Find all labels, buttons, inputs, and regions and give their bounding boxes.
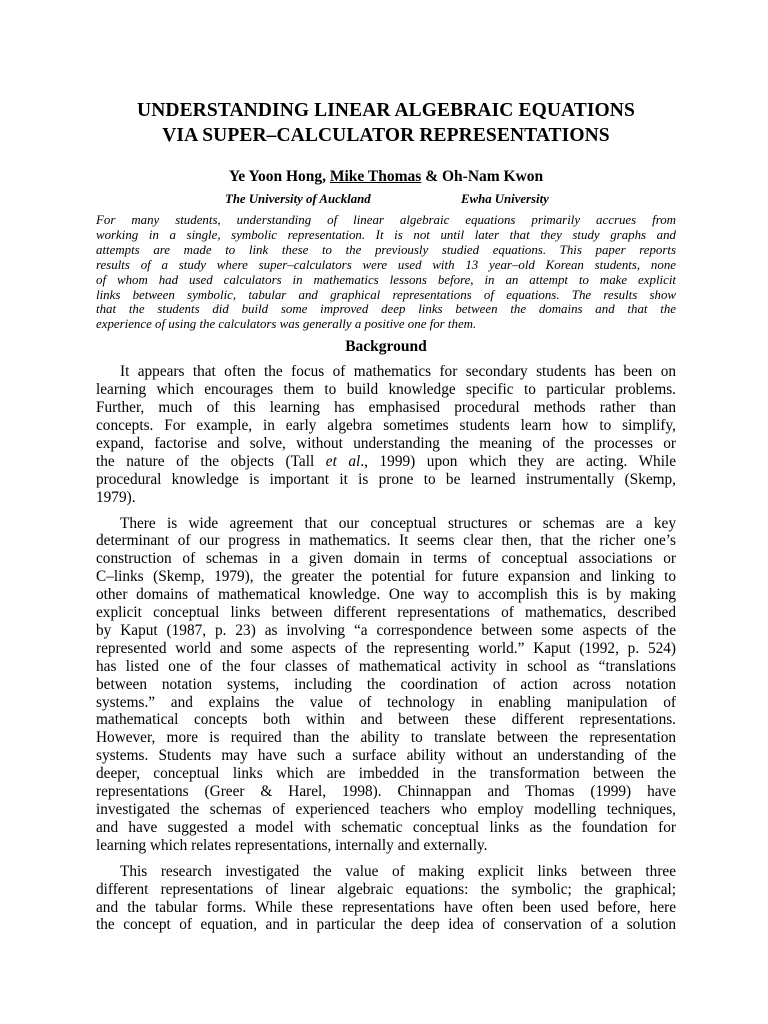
abstract-line: working in a single, symbolic representation. It is not until later that they study graphs and bbox=[96, 227, 676, 242]
author-list bbox=[96, 167, 676, 187]
paragraph-line: learning which encourages them to build knowledge specific to particular problems. bbox=[96, 381, 676, 399]
paper-title bbox=[96, 0, 676, 148]
affiliation: The University of Auckland bbox=[225, 192, 371, 206]
paragraph-line: representations (Greer & Harel, 1998). Chinnappan and Thomas (1999) have bbox=[96, 783, 676, 801]
paragraph-line: different representations of linear algebraic equations: the symbolic; the graphical; bbox=[96, 880, 676, 898]
text-run: ., 1999) upon which they are acting. While bbox=[360, 452, 676, 470]
paragraph-line: represented world and some aspects of the representing world.” Kaput (1992, p. 524) bbox=[96, 639, 676, 657]
abstract-line: experience of using the calculators was generally a positive one for them. bbox=[96, 317, 477, 332]
abstract-line: results of a study where super–calculators were used with 13 year–old Korean students, none bbox=[96, 257, 676, 272]
paragraph-line: and the tabular forms. While these representations have often been used before, here bbox=[96, 898, 676, 916]
body-paragraph bbox=[96, 515, 676, 855]
title-line: UNDERSTANDING LINEAR ALGEBRAIC EQUATIONS bbox=[137, 100, 635, 121]
body-paragraph bbox=[96, 363, 676, 506]
paragraph-line: deeper, conceptual links which are imbedded in the transformation between the bbox=[96, 765, 676, 783]
paragraph-line: Further, much of this learning has emphasised procedural methods rather than bbox=[96, 399, 676, 417]
author-name-underlined: Mike Thomas bbox=[329, 168, 422, 185]
abstract-line: attempts are made to link these to the previously studied equations. This paper reports bbox=[96, 242, 676, 257]
paragraph-line: This research investigated the value of making explicit links between three bbox=[120, 862, 676, 880]
author-name: & Oh-Nam Kwon bbox=[421, 168, 544, 185]
abstract-line: of whom had used calculators in mathematics lessons before, in an attempt to make explicit bbox=[96, 272, 676, 287]
paragraph-line: other domains of mathematical knowledge. One way to accomplish this is by making bbox=[96, 586, 676, 604]
paragraph-line bbox=[96, 453, 676, 471]
paragraph-line: construction of schemas in a given domain in terms of conceptual associations or bbox=[96, 550, 676, 568]
paragraph-line: concepts. For example, in early algebra sometimes students learn how to simplify, bbox=[96, 416, 676, 434]
abstract-line: links between symbolic, tabular and graphical representations of equations. The results show bbox=[96, 287, 676, 302]
text-run: the nature of the objects (Tall bbox=[96, 452, 326, 470]
paragraph-line: systems.” and explains the value of technology in enabling manipulation of bbox=[96, 693, 676, 711]
paragraph-line: C–links (Skemp, 1979), the greater the potential for future expansion and linking to bbox=[96, 568, 676, 586]
affiliation: Ewha University bbox=[461, 192, 549, 206]
title-line: VIA SUPER–CALCULATOR REPRESENTATIONS bbox=[162, 125, 610, 146]
paragraph-line: between notation systems, including the coordination of action across notation bbox=[96, 675, 676, 693]
author-name: Ye Yoon Hong, bbox=[228, 168, 330, 185]
paragraph-line: 1979). bbox=[96, 488, 136, 506]
paragraph-line: investigated the schemas of experienced teachers who employ modelling techniques, bbox=[96, 801, 676, 818]
body-paragraph bbox=[96, 863, 676, 935]
paragraph-line: the concept of equation, and in particular the deep idea of conservation of a solution bbox=[96, 916, 676, 934]
paragraph-line: procedural knowledge is important it is prone to be learned instrumentally (Skemp, bbox=[96, 470, 676, 488]
paragraph-line: learning which relates representations, internally and externally. bbox=[96, 836, 488, 854]
abstract-line: For many students, understanding of linear algebraic equations primarily accrues from bbox=[96, 213, 676, 227]
affiliations bbox=[96, 191, 676, 209]
paragraph-line: It appears that often the focus of mathematics for secondary students has been on bbox=[120, 363, 676, 381]
abstract bbox=[96, 213, 676, 332]
paragraph-line: and have suggested a model with schematic conceptual links as the foundation for bbox=[96, 818, 676, 836]
paragraph-line: mathematical concepts both within and between these different representations. bbox=[96, 711, 676, 729]
paragraph-line: systems. Students may have such a surface ability without an understanding of the bbox=[96, 747, 676, 765]
paragraph-line: by Kaput (1987, p. 23) as involving “a correspondence between some aspects of the bbox=[96, 621, 676, 639]
paragraph-line: determinant of our progress in mathematics. It seems clear then, that the richer one’s bbox=[96, 532, 676, 550]
paragraph-line: has listed one of the four classes of mathematical activity in school as “translations bbox=[96, 657, 676, 675]
section-heading: Background bbox=[345, 338, 427, 356]
paragraph-line: explicit conceptual links between different representations of mathematics, described bbox=[96, 604, 676, 622]
paragraph-line: expand, factorise and solve, without understanding the meaning of the processes or bbox=[96, 434, 676, 452]
italic-text: et al bbox=[325, 452, 361, 470]
paragraph-line: There is wide agreement that our conceptual structures or schemas are a key bbox=[120, 514, 676, 532]
abstract-line: that the students did build some improved deep links between the domains and that the bbox=[96, 302, 676, 317]
paragraph-line: However, more is required than the ability to translate between the representation bbox=[96, 729, 676, 747]
